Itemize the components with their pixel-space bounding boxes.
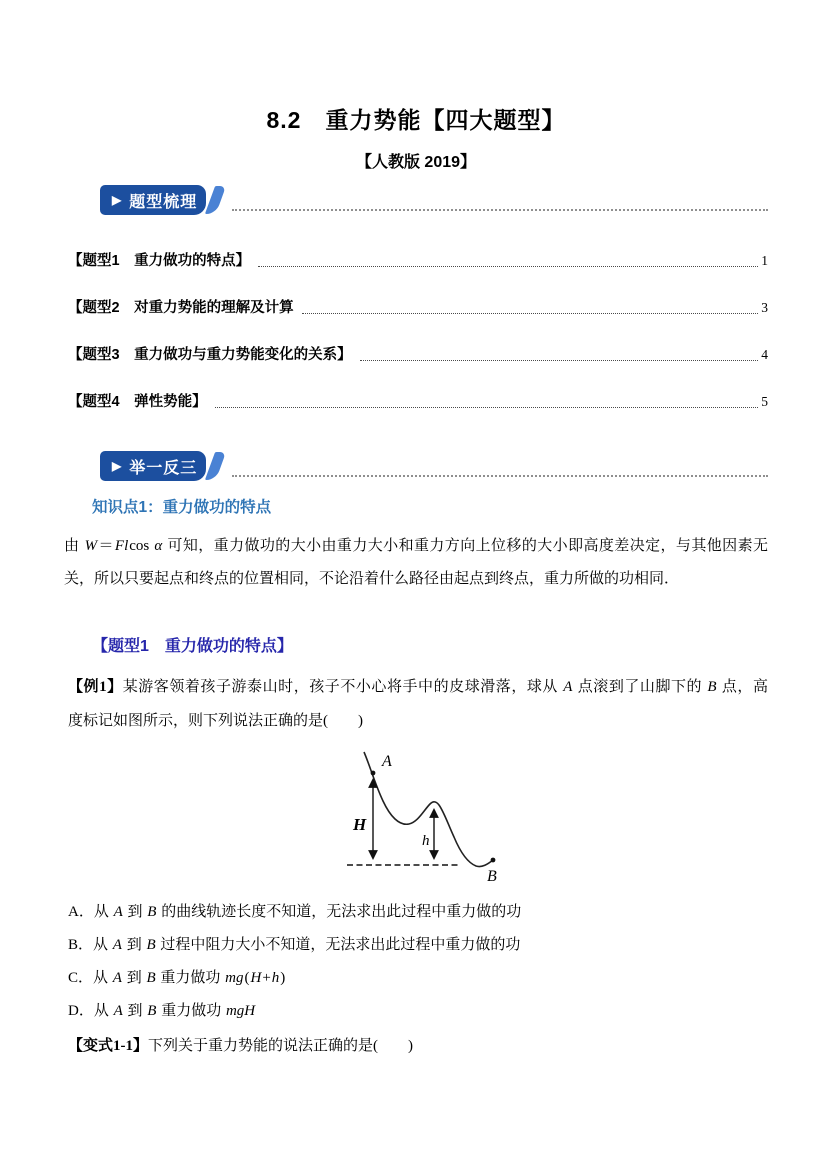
example1-options <box>64 896 768 1028</box>
toc-item-label: 【题型3 重力做功与重力势能变化的关系】 <box>68 347 352 363</box>
example1-text-line: 度标记如图所示，则下列说法正确的是( ) <box>68 713 363 729</box>
toc-item-type4[interactable] <box>68 392 768 412</box>
example1-figure <box>342 746 504 894</box>
knowledge-point-paragraph <box>64 530 768 596</box>
banner-dotted-rule <box>232 209 768 211</box>
toc-item-type3[interactable] <box>68 345 768 365</box>
point-a-label: A <box>382 753 392 770</box>
option-c: C．从 A 到 B 重力做功 mg(H+h) <box>68 970 286 986</box>
example1-text-line: 【例1】某游客领着孩子游泰山时，孩子不小心将手中的皮球滑落，球从 A 点滚到了山脚下的 B 点，高 <box>68 679 768 695</box>
page-title: 8.2 重力势能【四大题型】 <box>266 107 566 133</box>
toc-dot-leader <box>215 407 759 408</box>
toc-dot-leader <box>258 266 758 267</box>
variant1-1-stem: 【变式1-1】下列关于重力势能的说法正确的是( ) <box>68 1038 413 1054</box>
option-a: A．从 A 到 B 的曲线轨迹长度不知道，无法求出此过程中重力做的功 <box>68 904 522 920</box>
banner-practice-label: 举一反三 <box>129 459 198 477</box>
toc-dot-leader <box>302 313 759 314</box>
table-of-contents <box>68 251 768 412</box>
point-b-dot <box>491 858 496 863</box>
toc-item-label: 【题型2 对重力势能的理解及计算 <box>68 300 294 316</box>
banner-practice <box>100 451 206 481</box>
toc-page-number: 4 <box>761 347 768 362</box>
banner-topic-outline-label: 题型梳理 <box>129 193 198 211</box>
toc-dot-leader <box>360 360 759 361</box>
banner-dotted-rule <box>232 475 768 477</box>
section-banner-row-examples <box>100 451 768 481</box>
knowledge-text-line: 由 W＝Flcos α 可知，重力做功的大小由重力大小和重力方向上位移的大小即高度差决定，与其他因素无 <box>64 538 768 554</box>
play-triangle-icon: ▶ <box>112 459 123 473</box>
toc-item-type2[interactable] <box>68 298 768 318</box>
point-b-label: B <box>487 868 497 885</box>
banner-topic-outline <box>100 185 206 215</box>
toc-item-label: 【题型1 重力做功的特点】 <box>68 253 251 269</box>
toc-page-number: 1 <box>761 253 768 268</box>
example1-stem <box>64 670 768 738</box>
slope-diagram <box>342 746 504 894</box>
play-triangle-icon: ▶ <box>112 193 123 207</box>
toc-page-number: 5 <box>761 394 768 409</box>
height-H-label: H <box>353 815 367 834</box>
question-type-heading: 【题型1 重力做功的特点】 <box>92 638 293 655</box>
option-b: B．从 A 到 B 过程中阻力大小不知道，无法求出此过程中重力做的功 <box>68 937 521 953</box>
section-banner-row-outline <box>100 185 768 215</box>
toc-item-type1[interactable] <box>68 251 768 271</box>
point-a-dot <box>371 771 376 776</box>
knowledge-point-heading: 知识点1：重力做功的特点 <box>92 499 272 516</box>
edition-subtitle: 【人教版 2019】 <box>355 154 477 171</box>
toc-item-label: 【题型4 弹性势能】 <box>68 394 207 410</box>
toc-page-number: 3 <box>761 300 768 315</box>
option-d: D．从 A 到 B 重力做功 mgH <box>68 1003 256 1019</box>
knowledge-text-line: 关，所以只要起点和终点的位置相同，不论沿着什么路径由起点到终点，重力所做的功相同． <box>64 571 680 587</box>
height-h-label: h <box>422 833 430 849</box>
